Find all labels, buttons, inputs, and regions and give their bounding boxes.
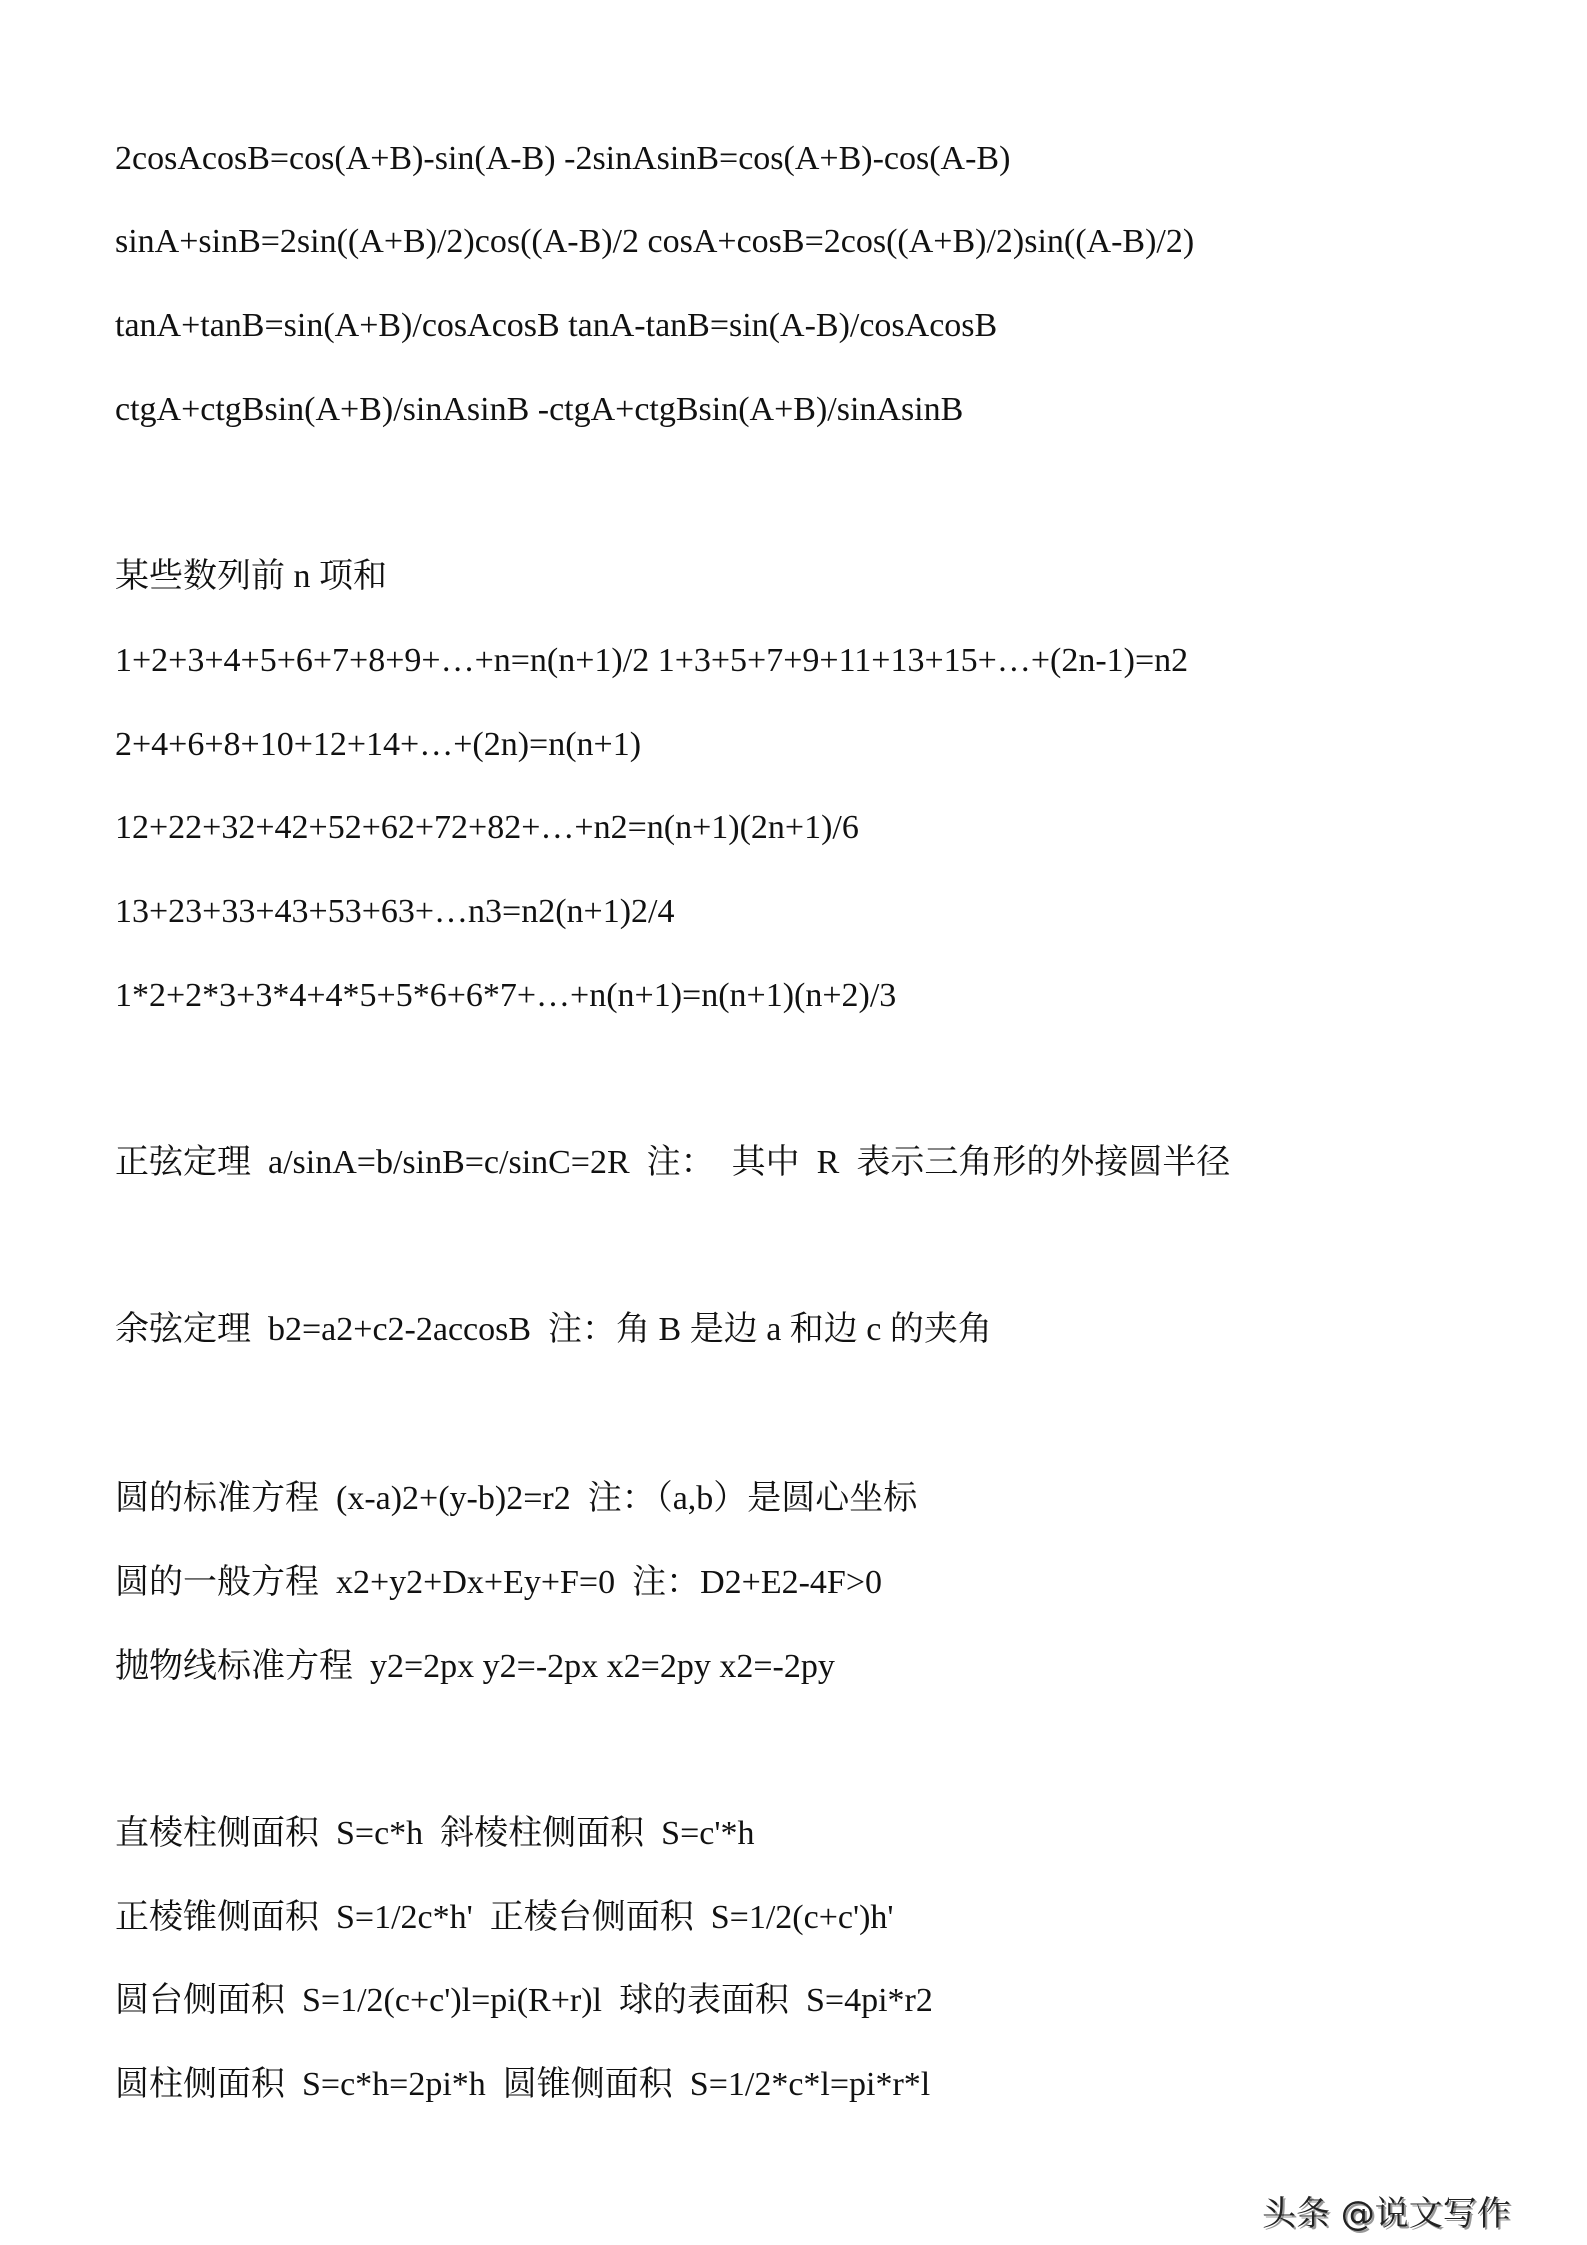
formula-line: 1+2+3+4+5+6+7+8+9+…+n=n(n+1)/2 1+3+5+7+9+11+13+15+…+(2n-1)=n2	[115, 642, 1189, 679]
formula-line: ctgA+ctgBsin(A+B)/sinAsinB -ctgA+ctgBsin(A+B)/sinAsinB	[115, 391, 964, 428]
formula-line: 正棱锥侧面积 S=1/2c*h' 正棱台侧面积 S=1/2(c+c')h'	[115, 1899, 894, 1936]
watermark: 头条 @说文写作	[1262, 2194, 1511, 2234]
formula-line: 2cosAcosB=cos(A+B)-sin(A-B) -2sinAsinB=cos(A+B)-cos(A-B)	[115, 140, 1011, 177]
formula-line: 圆的一般方程 x2+y2+Dx+Ey+F=0 注：D2+E2-4F>0	[115, 1564, 883, 1601]
formula-line: 余弦定理 b2=a2+c2-2accosB 注：角 B 是边 a 和边 c 的夹角	[115, 1311, 992, 1348]
formula-line: 抛物线标准方程 y2=2px y2=-2px x2=2py x2=-2py	[115, 1648, 835, 1685]
formula-line: 圆的标准方程 (x-a)2+(y-b)2=r2 注：（a,b）是圆心坐标	[115, 1480, 918, 1517]
formula-line: 圆柱侧面积 S=c*h=2pi*h 圆锥侧面积 S=1/2*c*l=pi*r*l	[115, 2066, 931, 2103]
formula-line: 12+22+32+42+52+62+72+82+…+n2=n(n+1)(2n+1)/6	[115, 809, 859, 846]
formula-line: 圆台侧面积 S=1/2(c+c')l=pi(R+r)l 球的表面积 S=4pi*r2	[115, 1982, 933, 2019]
formula-line: 直棱柱侧面积 S=c*h 斜棱柱侧面积 S=c'*h	[115, 1815, 755, 1852]
formula-line: sinA+sinB=2sin((A+B)/2)cos((A-B)/2 cosA+cosB=2cos((A+B)/2)sin((A-B)/2)	[115, 223, 1195, 260]
formula-line: 正弦定理 a/sinA=b/sinB=c/sinC=2R 注： 其中 R 表示三角形的外接圆半径	[115, 1144, 1231, 1181]
section-heading: 某些数列前 n 项和	[115, 558, 387, 595]
formula-line: 2+4+6+8+10+12+14+…+(2n)=n(n+1)	[115, 726, 642, 763]
formula-line: 13+23+33+43+53+63+…n3=n2(n+1)2/4	[115, 893, 675, 930]
formula-line: 1*2+2*3+3*4+4*5+5*6+6*7+…+n(n+1)=n(n+1)(n+2)/3	[115, 977, 897, 1014]
formula-line: tanA+tanB=sin(A+B)/cosAcosB tanA-tanB=sin(A-B)/cosAcosB	[115, 307, 998, 344]
